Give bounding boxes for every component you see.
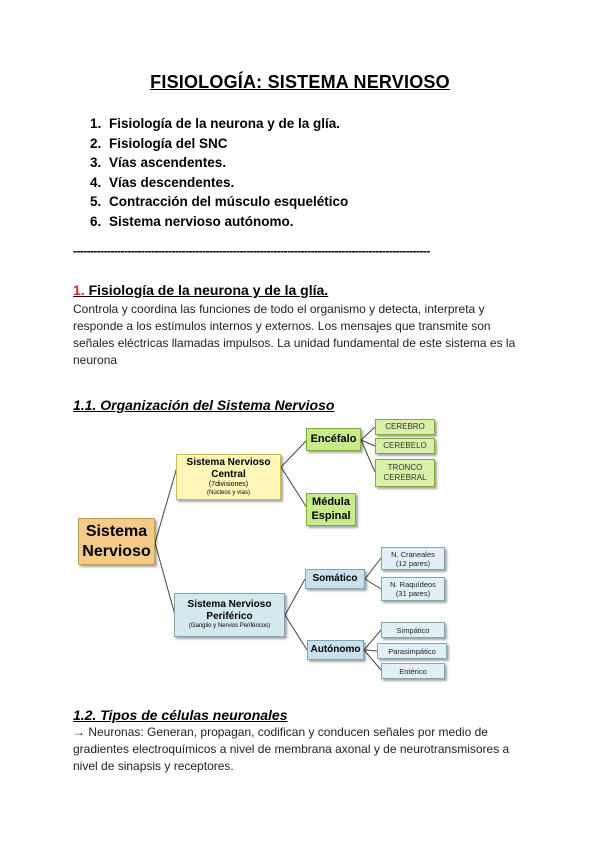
medula-box	[306, 493, 356, 526]
toc-item	[90, 192, 348, 212]
somatico-box	[305, 569, 365, 589]
section-1-title: Fisiología de la neurona y de la glía.	[88, 282, 329, 298]
somatico-label: Somático	[312, 573, 358, 584]
toc-label: Vías descendentes.	[109, 174, 235, 190]
toc-item	[90, 173, 348, 193]
medula-label: Médula Espinal	[311, 496, 351, 522]
section-divider: ---------------------------------------------------------------------------------------------------------	[73, 244, 430, 258]
toc-number: 6.	[90, 213, 102, 229]
toc-number: 1.	[90, 116, 102, 131]
subsection-1-2-paragraph: → Neuronas: Generan, propagan, codifican y conducen señales por medio de gradientes electroquímicos a nivel de membrana axonal y de neurotransmisores a nivel de sinapsis y receptores.	[73, 725, 510, 773]
raquideos-pares: (31 pares)	[395, 589, 431, 598]
toc-label: Sistema nervioso autónomo.	[109, 213, 294, 229]
enterico-box	[381, 663, 445, 679]
snc-box	[176, 454, 281, 500]
tronco-box	[375, 459, 435, 487]
raquideos-box	[381, 577, 445, 601]
snc-detail: (7divisiones)	[208, 481, 249, 489]
craneales-label: N. Craneales	[391, 549, 435, 559]
toc-number: 4.	[90, 174, 102, 190]
snp-note: (Ganglio y Nervios Periféricos)	[188, 623, 271, 630]
nervous-system-diagram	[75, 415, 455, 683]
page-title: FISIOLOGÍA: SISTEMA NERVIOSO	[150, 72, 450, 92]
snc-label: Sistema Nervioso Central	[186, 457, 271, 481]
toc-label: Contracción del músculo esquelético	[109, 194, 349, 209]
tronco-label: TRONCO CEREBRAL	[383, 463, 427, 482]
toc-item	[90, 114, 348, 134]
raquideos-label: N. Raquídeos	[390, 580, 436, 589]
autonomo-label: Autónomo	[310, 644, 361, 655]
toc-number: 3.	[90, 155, 102, 170]
cerebelo-label: CEREBELO	[383, 441, 427, 451]
subsection-1-2-heading: 1.2. Tipos de células neuronales	[73, 707, 288, 723]
toc-label: Fisiología del SNC	[109, 135, 228, 151]
section-1-heading	[73, 282, 328, 298]
toc-item	[90, 134, 348, 154]
cerebro-box	[375, 419, 435, 435]
autonomo-box	[307, 640, 364, 660]
toc-number: 5.	[90, 194, 102, 209]
snp-box	[174, 593, 285, 637]
table-of-contents	[90, 114, 348, 231]
toc-label: Vías ascendentes.	[109, 155, 227, 170]
cerebelo-box	[375, 438, 435, 454]
section-1-number: 1.	[73, 282, 85, 298]
subsection-1-1-heading: 1.1. Organización del Sistema Nervioso	[73, 397, 335, 413]
toc-number: 2.	[90, 135, 102, 151]
snc-note: (Núcleos y vías)	[206, 489, 250, 496]
cerebro-label: CEREBRO	[385, 422, 425, 432]
simpatico-box	[381, 622, 445, 638]
toc-item	[90, 212, 348, 232]
toc-label: Fisiología de la neurona y de la glía.	[109, 116, 341, 131]
section-1-paragraph: Controla y coordina las funciones de todo el organismo y detecta, interpreta y responde a los estímulos internos y externos. Los mensajes que transmite son señales eléctricas llamadas impulsos. La unidad fundamental de este sistema es la neurona	[73, 302, 516, 367]
enterico-label: Entérico	[399, 666, 427, 676]
craneales-pares: (12 pares)	[395, 558, 431, 568]
parasimpatico-label: Parasimpático	[388, 646, 436, 656]
encefalo-box	[306, 428, 361, 451]
snp-label: Sistema Nervioso Periférico	[187, 599, 272, 623]
root-label: Sistema Nervioso	[82, 523, 151, 560]
sistema-nervioso-box	[78, 518, 155, 565]
simpatico-label: Simpático	[396, 625, 430, 635]
encefalo-label: Encéfalo	[310, 432, 357, 445]
toc-item	[90, 153, 348, 173]
craneales-box	[381, 547, 445, 570]
parasimpatico-box	[377, 643, 447, 659]
